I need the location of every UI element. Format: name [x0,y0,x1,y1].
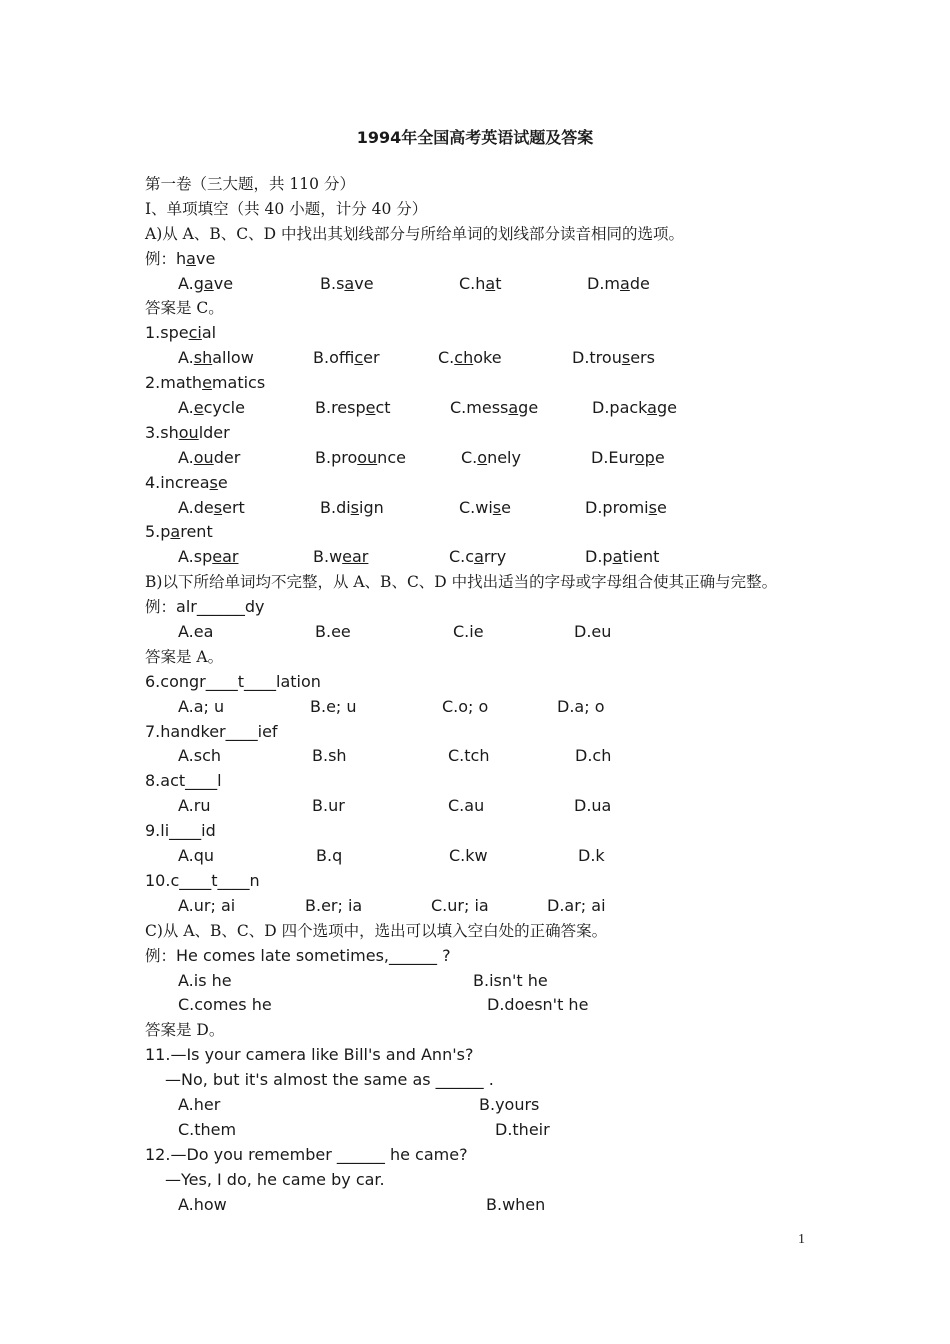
option-c: C.kw [449,846,488,866]
part-a-example-answer: 答案是 C。 [145,299,224,318]
option-b: B.officer [313,348,380,368]
option-a: A.how [178,1194,227,1214]
question-9-options [145,844,825,869]
option-c: C.carry [449,547,507,567]
question-12-line1: 12.—Do you remember ______ he came? [145,1144,468,1164]
section-heading: 第一卷（三大题，共 110 分） [145,175,355,193]
option-d: D.k [578,846,605,866]
option-a: A.ecycle [178,398,245,418]
option-a: A.ur; ai [178,895,236,915]
question-8-word: 8.act____l [145,771,222,791]
option-c: C.choke [438,348,502,368]
question-4-options [145,496,825,521]
part-c-example-stem: 例：He comes late sometimes,______ ? [145,945,451,965]
word-post: ve [195,248,216,268]
option-b: B.proounce [315,447,406,467]
question-6-word: 6.congr____t____lation [145,671,321,691]
option-d: D.their [495,1119,550,1139]
option-a: A.qu [178,846,215,866]
option-b: B.ur [312,796,345,816]
option-b: B.disign [320,497,384,517]
option-c: C.onely [461,447,521,467]
question-10-word: 10.c____t____n [145,870,260,890]
question-12-options-row1 [145,1193,825,1218]
option-a: A.shallow [178,348,254,368]
option-d: D.doesn't he [487,995,589,1015]
part-b-example-options [145,620,825,645]
option-b: B.wear [313,547,369,567]
option-b: B.e; u [310,696,357,716]
option-a: A.spear [178,547,239,567]
question-2-word: 2.mathematics [145,373,266,393]
question-10-options [145,894,825,919]
question-5-word: 5.parent [145,522,213,542]
document-body [145,172,825,1217]
part-a-example-options [145,272,825,297]
word-pre: h [176,248,187,268]
question-7-options [145,744,825,769]
question-4-word: 4.increase [145,472,228,492]
question-1-options [145,346,825,371]
question-11-options-row2 [145,1118,825,1143]
option-b: B.q [316,846,343,866]
part-c-instruction: C)从 A、B、C、D 四个选项中，选出可以填入空白处的正确答案。 [145,921,608,940]
option-b: B.er; ia [305,895,363,915]
option-a: A.a; u [178,696,225,716]
question-11-options-row1 [145,1093,825,1118]
option-a: A.her [178,1094,221,1114]
question-11-line2: —No, but it's almost the same as ______ . [165,1070,494,1090]
option-c: C.them [178,1119,237,1139]
option-d: D.trousers [572,348,655,368]
option-c: C.hat [459,273,502,293]
question-6-options [145,695,825,720]
question-11-line1: 11.—Is your camera like Bill's and Ann's? [145,1045,474,1065]
option-c: C.ur; ia [431,895,489,915]
option-a: A.sch [178,746,222,766]
option-b: B.ee [315,622,351,642]
page-number: 1 [798,1232,805,1247]
part-a-example-word [145,247,825,272]
option-c: C.tch [448,746,490,766]
part-c-example-options-row1 [145,969,825,994]
option-b: B.yours [479,1094,540,1114]
option-d: D.made [587,273,650,293]
question-9-word: 9.li____id [145,821,216,841]
option-a: A.gave [178,273,234,293]
option-b: B.isn't he [473,970,548,990]
part-c-example-options-row2 [145,993,825,1018]
option-d: D.package [592,398,677,418]
option-d: D.Europe [591,447,665,467]
option-b: B.save [320,273,374,293]
option-c: C.message [450,398,539,418]
question-8-options [145,794,825,819]
part-c-example-answer: 答案是 D。 [145,1021,225,1040]
option-b: B.sh [312,746,347,766]
option-b: B.when [486,1194,546,1214]
page-title: 1994年全国高考英语试题及答案 [356,128,594,147]
option-c: C.au [448,796,485,816]
option-c: C.o; o [442,696,489,716]
question-7-word: 7.handker____ief [145,721,278,741]
question-1-word: 1.special [145,323,217,343]
question-3-word: 3.shoulder [145,422,230,442]
option-a: A.is he [178,970,232,990]
question-12-line2: —Yes, I do, he came by car. [165,1169,385,1189]
option-a: A.ouder [178,447,241,467]
part-heading: I、单项填空（共 40 小题，计分 40 分） [145,199,428,218]
question-5-options [145,545,825,570]
option-b: B.respect [315,398,391,418]
option-c: C.wise [459,497,511,517]
example-prefix: 例： [145,249,177,268]
option-d: D.patient [585,547,660,567]
question-3-options [145,446,825,471]
word-underlined: a [186,248,196,268]
option-a: A.ru [178,796,211,816]
part-b-example-word: 例：alr______dy [145,597,265,617]
part-a-instruction: A)从 A、B、C、D 中找出其划线部分与所给单词的划线部分读音相同的选项。 [145,224,684,243]
option-d: D.ar; ai [547,895,606,915]
option-d: D.ch [575,746,612,766]
option-a: A.desert [178,497,245,517]
question-2-options [145,396,825,421]
part-b-example-answer: 答案是 A。 [145,647,224,666]
option-c: C.comes he [178,995,272,1015]
option-d: D.eu [574,622,612,642]
option-a: A.ea [178,622,214,642]
option-c: C.ie [453,622,484,642]
option-d: D.a; o [557,696,605,716]
part-b-instruction: B)以下所给单词均不完整，从 A、B、C、D 中找出适当的字母或字母组合使其正确与完整。 [145,573,778,592]
option-d: D.promise [585,497,667,517]
option-d: D.ua [574,796,612,816]
